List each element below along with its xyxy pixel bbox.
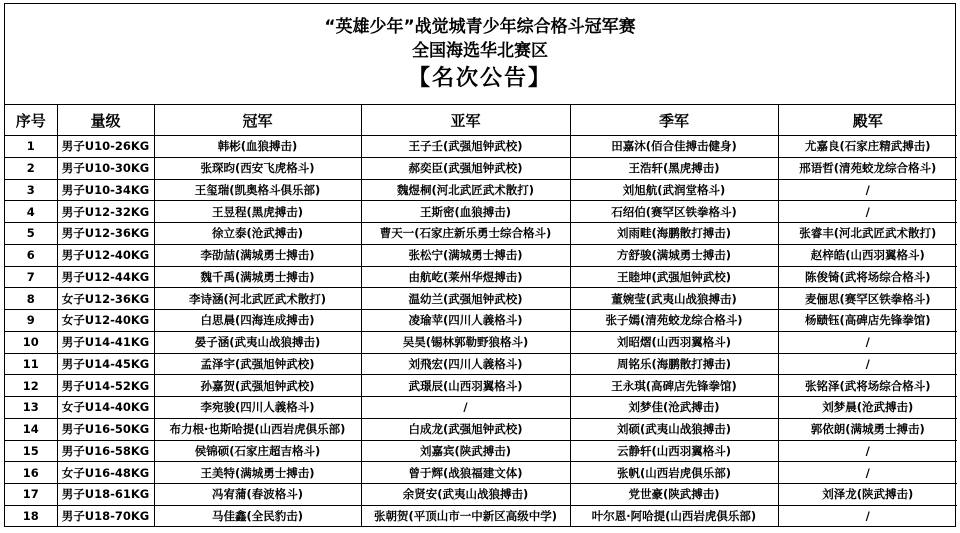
col-header-fourth-place: 殿军 [778,105,957,136]
event-title: “英雄少年”战觉城青少年综合格斗冠军赛 [324,17,636,37]
champion-cell: 魏千禹(满城勇士搏击) [154,266,361,288]
fourth-place-cell: 陈俊锜(武将场综合格斗) [778,266,957,288]
weight-class-cell: 男子U18-61KG [57,484,154,506]
weight-class-cell: 男子U10-34KG [57,179,154,201]
rank-cell: 15 [5,440,57,462]
weight-class-cell: 男子U12-44KG [57,266,154,288]
champion-cell: 李诗涵(河北武匠武术散打) [154,288,361,310]
champion-cell: 侯锦硕(石家庄超吉格斗) [154,440,361,462]
runner-up-cell: 魏煜桐(河北武匠武术散打) [361,179,570,201]
fourth-place-cell: 杨赜钰(高碑店先锋拳馆) [778,310,957,332]
champion-cell: 李劭喆(满城勇士搏击) [154,244,361,266]
runner-up-cell: 武璟辰(山西羽翼格斗) [361,375,570,397]
weight-class-cell: 男子U14-45KG [57,353,154,375]
fourth-place-cell: 赵梓皓(山西羽翼格斗) [778,244,957,266]
col-header-rank: 序号 [5,105,57,136]
fourth-place-cell: 刘梦晨(沧武搏击) [778,397,957,419]
third-place-cell: 刘昭熠(山西羽翼格斗) [570,331,778,353]
weight-class-cell: 女子U12-40KG [57,310,154,332]
col-header-champion: 冠军 [154,105,361,136]
results-body [5,136,957,527]
fourth-place-cell: 邢语哲(清苑蛟龙综合格斗) [778,157,957,179]
champion-cell: 王昱程(黑虎搏击) [154,201,361,223]
table-row [5,310,957,332]
champion-cell: 白思晨(四海连成搏击) [154,310,361,332]
table-row [5,244,957,266]
fourth-place-cell: / [778,440,957,462]
weight-class-cell: 男子U10-26KG [57,136,154,158]
runner-up-cell: 由航屹(莱州华煜搏击) [361,266,570,288]
runner-up-cell: 郝奕臣(武强旭钟武校) [361,157,570,179]
title-block [5,4,955,105]
header-row [5,105,957,136]
table-row [5,331,957,353]
third-place-cell: 周铭乐(海鹏散打搏击) [570,353,778,375]
rank-cell: 5 [5,223,57,245]
runner-up-cell: 曾于辉(战狼福建文体) [361,462,570,484]
rank-cell: 6 [5,244,57,266]
table-row [5,353,957,375]
fourth-place-cell: / [778,201,957,223]
fourth-place-cell: / [778,331,957,353]
third-place-cell: 刘雨畦(海鹏散打搏击) [570,223,778,245]
table-row [5,201,957,223]
weight-class-cell: 男子U12-40KG [57,244,154,266]
third-place-cell: 云静轩(山西羽翼格斗) [570,440,778,462]
runner-up-cell: 张松宁(满城勇士搏击) [361,244,570,266]
rank-cell: 17 [5,484,57,506]
runner-up-cell: 刘飛宏(四川人義格斗) [361,353,570,375]
champion-cell: 马佳鑫(全民豹击) [154,505,361,526]
fourth-place-cell: / [778,505,957,526]
table-row [5,288,957,310]
weight-class-cell: 男子U12-36KG [57,223,154,245]
runner-up-cell: 余贤安(武夷山战狼搏击) [361,484,570,506]
fourth-place-cell: / [778,462,957,484]
third-place-cell: 王浩轩(黑虎搏击) [570,157,778,179]
third-place-cell: 董婉莹(武夷山战狼搏击) [570,288,778,310]
col-header-runner-up: 亚军 [361,105,570,136]
third-place-cell: 张帆(山西岩虎俱乐部) [570,462,778,484]
rank-cell: 7 [5,266,57,288]
weight-class-cell: 女子U12-36KG [57,288,154,310]
results-sheet [4,3,956,527]
rank-cell: 3 [5,179,57,201]
table-row [5,375,957,397]
runner-up-cell: 王斯密(血狼搏击) [361,201,570,223]
third-place-cell: 刘硕(武夷山战狼搏击) [570,418,778,440]
rank-cell: 10 [5,331,57,353]
runner-up-cell: 王子壬(武强旭钟武校) [361,136,570,158]
champion-cell: 晏子涵(武夷山战狼搏击) [154,331,361,353]
runner-up-cell: 吴昊(锡林郭勒野狼格斗) [361,331,570,353]
rank-cell: 4 [5,201,57,223]
col-header-weight-class: 量级 [57,105,154,136]
rank-cell: 8 [5,288,57,310]
fourth-place-cell: 张铭泽(武将场综合格斗) [778,375,957,397]
table-row [5,223,957,245]
third-place-cell: 叶尔恩·阿哈提(山西岩虎俱乐部) [570,505,778,526]
runner-up-cell: 温幼兰(武强旭钟武校) [361,288,570,310]
third-place-cell: 王永琪(高碑店先锋拳馆) [570,375,778,397]
weight-class-cell: 女子U16-48KG [57,462,154,484]
third-place-cell: 方舒骏(满城勇士搏击) [570,244,778,266]
champion-cell: 王玺瑞(凯奥格斗俱乐部) [154,179,361,201]
table-row [5,484,957,506]
runner-up-cell: / [361,397,570,419]
fourth-place-cell: 刘泽龙(陕武搏击) [778,484,957,506]
rank-cell: 16 [5,462,57,484]
weight-class-cell: 男子U10-30KG [57,157,154,179]
fourth-place-cell: 郭依朗(满城勇士搏击) [778,418,957,440]
fourth-place-cell: / [778,353,957,375]
weight-class-cell: 男子U18-70KG [57,505,154,526]
weight-class-cell: 男子U12-32KG [57,201,154,223]
table-row [5,136,957,158]
table-row [5,179,957,201]
champion-cell: 王美特(满城勇士搏击) [154,462,361,484]
third-place-cell: 石绍伯(赛罕区铁拳格斗) [570,201,778,223]
champion-cell: 李宛骏(四川人義格斗) [154,397,361,419]
table-row [5,266,957,288]
champion-cell: 冯宥蒲(春波格斗) [154,484,361,506]
third-place-cell: 张子嫣(清苑蛟龙综合格斗) [570,310,778,332]
results-table [5,105,957,527]
table-row [5,505,957,526]
table-row [5,157,957,179]
rank-cell: 13 [5,397,57,419]
weight-class-cell: 男子U16-50KG [57,418,154,440]
weight-class-cell: 男子U14-41KG [57,331,154,353]
rank-cell: 9 [5,310,57,332]
rank-cell: 11 [5,353,57,375]
rank-cell: 18 [5,505,57,526]
fourth-place-cell: 张睿丰(河北武匠武术散打) [778,223,957,245]
runner-up-cell: 张朝贺(平顶山市一中新区高级中学) [361,505,570,526]
table-row [5,440,957,462]
third-place-cell: 党世豪(陕武搏击) [570,484,778,506]
fourth-place-cell: / [778,179,957,201]
table-row [5,462,957,484]
champion-cell: 孙嘉贺(武强旭钟武校) [154,375,361,397]
rank-cell: 14 [5,418,57,440]
runner-up-cell: 凌瑜苹(四川人義格斗) [361,310,570,332]
fourth-place-cell: 尤嘉良(石家庄精武搏击) [778,136,957,158]
champion-cell: 徐立泰(沧武搏击) [154,223,361,245]
champion-cell: 布力根·也斯哈提(山西岩虎俱乐部) [154,418,361,440]
weight-class-cell: 女子U14-40KG [57,397,154,419]
runner-up-cell: 曹天一(石家庄新乐勇士综合格斗) [361,223,570,245]
weight-class-cell: 男子U16-58KG [57,440,154,462]
runner-up-cell: 白成龙(武强旭钟武校) [361,418,570,440]
runner-up-cell: 刘嘉宾(陕武搏击) [361,440,570,462]
announcement-title: 【名次公告】 [407,66,552,91]
third-place-cell: 刘旭航(武润堂格斗) [570,179,778,201]
col-header-third-place: 季军 [570,105,778,136]
rank-cell: 2 [5,157,57,179]
region-title: 全国海选华北赛区 [412,41,548,61]
champion-cell: 韩彬(血狼搏击) [154,136,361,158]
rank-cell: 1 [5,136,57,158]
table-row [5,397,957,419]
champion-cell: 孟泽宇(武强旭钟武校) [154,353,361,375]
third-place-cell: 王睦坤(武强旭钟武校) [570,266,778,288]
table-row [5,418,957,440]
rank-cell: 12 [5,375,57,397]
third-place-cell: 田嘉沐(佰合佳搏击健身) [570,136,778,158]
champion-cell: 张琛昀(西安飞虎格斗) [154,157,361,179]
weight-class-cell: 男子U14-52KG [57,375,154,397]
fourth-place-cell: 麦俪思(赛罕区铁拳格斗) [778,288,957,310]
third-place-cell: 刘梦佳(沧武搏击) [570,397,778,419]
